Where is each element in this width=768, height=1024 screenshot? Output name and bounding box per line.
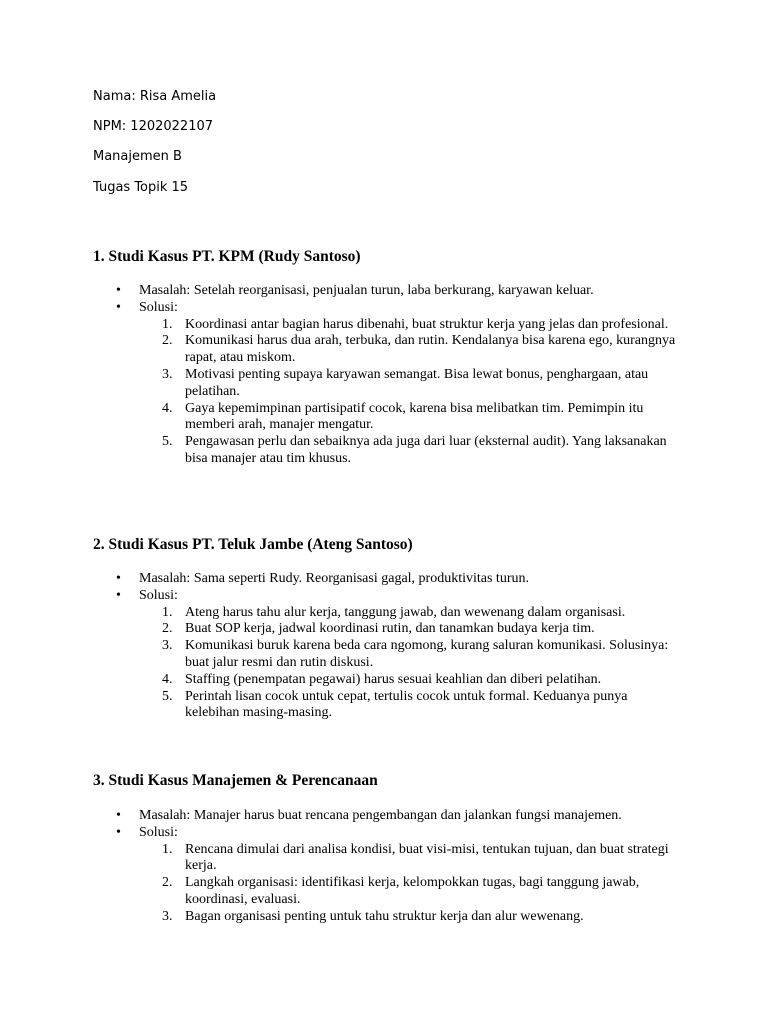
solution-label: Solusi: <box>139 299 178 315</box>
solution-label: Solusi: <box>139 824 178 840</box>
list-item <box>0 300 699 468</box>
solution-label: Solusi: <box>139 587 178 603</box>
bullet: • <box>116 587 121 603</box>
list-item: 4. Gaya kepemimpinan partisipatif cocok, karena bisa melibatkan tim. Pemimpin itu memberi arah, manajer mengatur. <box>162 400 644 433</box>
list-item: 1. Rencana dimulai dari analisa kondisi, buat visi-misi, tentukan tujuan, dan buat strategi kerja. <box>162 841 669 874</box>
list-item: 5. Perintah lisan cocok untuk cepat, tertulis cocok untuk formal. Keduanya punya kelebihan masing-masing. <box>162 688 628 721</box>
list-item: 1. Koordinasi antar bagian harus dibenahi, buat struktur kerja yang jelas dan profesional. <box>162 316 669 332</box>
list-item: 3. Bagan organisasi penting untuk tahu struktur kerja dan alur wewenang. <box>162 908 584 924</box>
bullet: • <box>116 299 121 315</box>
list-item: 5. Pengawasan perlu dan sebaiknya ada juga dari luar (eksternal audit). Yang laksanakan bisa manajer atau tim khusus. <box>162 434 667 466</box>
student-name: Nama: Risa Amelia <box>93 89 217 104</box>
task-title: Tugas Topik 15 <box>93 180 189 195</box>
list-item: 3. Motivasi penting supaya karyawan semangat. Bisa lewat bonus, penghargaan, atau pelatihan. <box>162 366 649 399</box>
list-item <box>0 283 699 300</box>
problem-text: Masalah: Setelah reorganisasi, penjualan turun, laba berkurang, karyawan keluar. <box>139 283 594 298</box>
section-1-title: 1. Studi Kasus PT. KPM (Rudy Santoso) <box>93 248 361 265</box>
section-2-title: 2. Studi Kasus PT. Teluk Jambe (Ateng Santoso) <box>93 536 413 553</box>
list-item: 4. Staffing (penempatan pegawai) harus sesuai keahlian dan diberi pelatihan. <box>162 671 602 687</box>
bullet: • <box>116 808 121 823</box>
list-item: 2. Komunikasi harus dua arah, terbuka, dan rutin. Kendalanya bisa karena ego, kurangnya rapat, atau miskom. <box>162 333 676 366</box>
problem-text: Masalah: Manajer harus buat rencana pengembangan dan jalankan fungsi manajemen. <box>139 808 622 823</box>
list-item: 2. Langkah organisasi: identifikasi kerja, kelompokkan tugas, bagi tanggung jawab, koordinasi, evaluasi. <box>162 875 640 907</box>
bullet: • <box>116 571 121 586</box>
list-item: 2. Buat SOP kerja, jadwal koordinasi rutin, dan tanamkan budaya kerja tim. <box>162 621 595 637</box>
list-item: 1. Ateng harus tahu alur kerja, tanggung jawab, dan wewenang dalam organisasi. <box>162 604 626 620</box>
section-3-content <box>0 808 768 926</box>
list-item <box>0 571 699 588</box>
student-npm: NPM: 1202022107 <box>93 119 214 134</box>
list-item: 3. Komunikasi buruk karena beda cara ngomong, kurang saluran komunikasi. Solusinya: buat jalur resmi dan rutin diskusi. <box>162 638 669 670</box>
list-item <box>0 825 699 926</box>
section-2-content <box>0 571 768 722</box>
section-3-title: 3. Studi Kasus Manajemen & Perencanaan <box>93 772 378 789</box>
problem-text: Masalah: Sama seperti Rudy. Reorganisasi gagal, produktivitas turun. <box>139 571 529 586</box>
section-1-content <box>0 283 768 468</box>
list-item <box>0 808 699 825</box>
list-item <box>0 588 699 722</box>
bullet: • <box>116 283 121 298</box>
class-name: Manajemen B <box>93 149 182 164</box>
bullet: • <box>116 824 121 840</box>
